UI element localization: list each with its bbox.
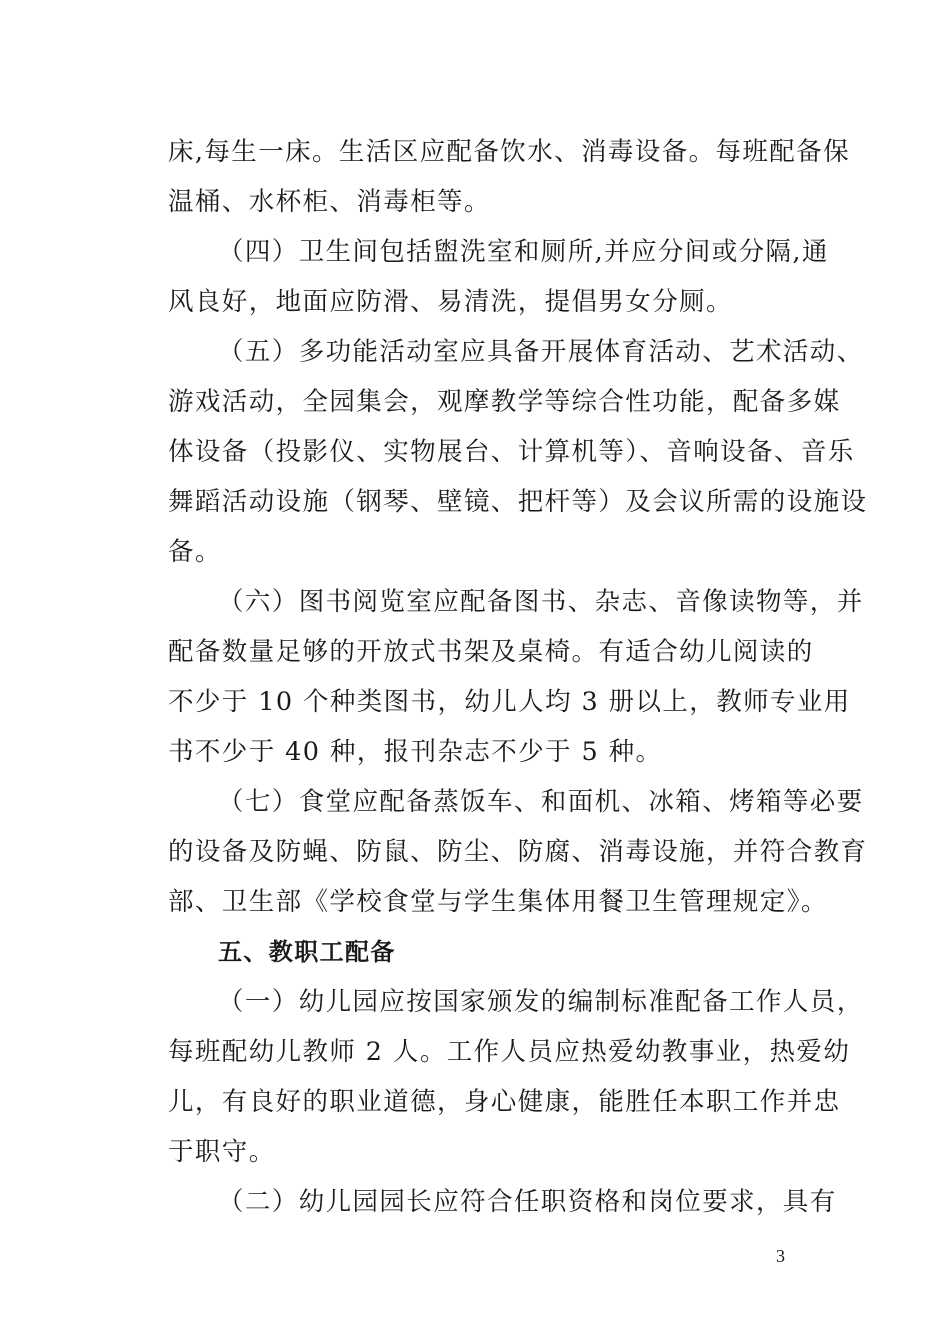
- body-text-line: 的设备及防蝇、防鼠、防尘、防腐、消毒设施，并符合教育: [168, 837, 868, 867]
- body-text-line: 书不少于 40 种，报刊杂志不少于 5 种。: [168, 737, 663, 767]
- body-text-line: 体设备（投影仪、实物展台、计算机等）、音响设备、音乐: [168, 437, 855, 467]
- body-text-line: 备。: [168, 537, 222, 567]
- body-text-line: 床,每生一床。生活区应配备饮水、消毒设备。每班配备保: [168, 137, 851, 167]
- section-heading: 五、教职工配备: [218, 938, 396, 966]
- body-text-line: 风良好，地面应防滑、易清洗，提倡男女分厕。: [168, 287, 733, 317]
- body-text-line: 每班配幼儿教师 2 人。工作人员应热爱幼教事业，热爱幼: [168, 1037, 851, 1067]
- paragraph-start-line: （六）图书阅览室应配备图书、杂志、音像读物等，并: [218, 587, 864, 617]
- page-number: 3: [776, 1246, 785, 1266]
- body-text-line: 儿，有良好的职业道德，身心健康，能胜任本职工作并忠: [168, 1087, 841, 1117]
- body-text-line: 舞蹈活动设施（钢琴、壁镜、把杆等）及会议所需的设施设: [168, 487, 868, 517]
- paragraph-start-line: （四）卫生间包括盥洗室和厕所,并应分间或分隔,通: [218, 237, 829, 267]
- body-text-line: 于职守。: [168, 1137, 276, 1167]
- paragraph-start-line: （七）食堂应配备蒸饭车、和面机、冰箱、烤箱等必要: [218, 787, 864, 817]
- body-text-line: 游戏活动，全园集会，观摩教学等综合性功能，配备多媒: [168, 387, 841, 417]
- paragraph-start-line: （五）多功能活动室应具备开展体育活动、艺术活动、: [218, 337, 864, 367]
- body-text-line: 温桶、水杯柜、消毒柜等。: [168, 187, 491, 217]
- paragraph-start-line: （一）幼儿园应按国家颁发的编制标准配备工作人员，: [218, 987, 864, 1017]
- body-text-line: 部、卫生部《学校食堂与学生集体用餐卫生管理规定》。: [168, 887, 828, 917]
- body-text-line: 不少于 10 个种类图书，幼儿人均 3 册以上，教师专业用: [168, 687, 851, 717]
- body-text-line: 配备数量足够的开放式书架及桌椅。有适合幼儿阅读的: [168, 637, 814, 667]
- paragraph-start-line: （二）幼儿园园长应符合任职资格和岗位要求，具有: [218, 1187, 837, 1217]
